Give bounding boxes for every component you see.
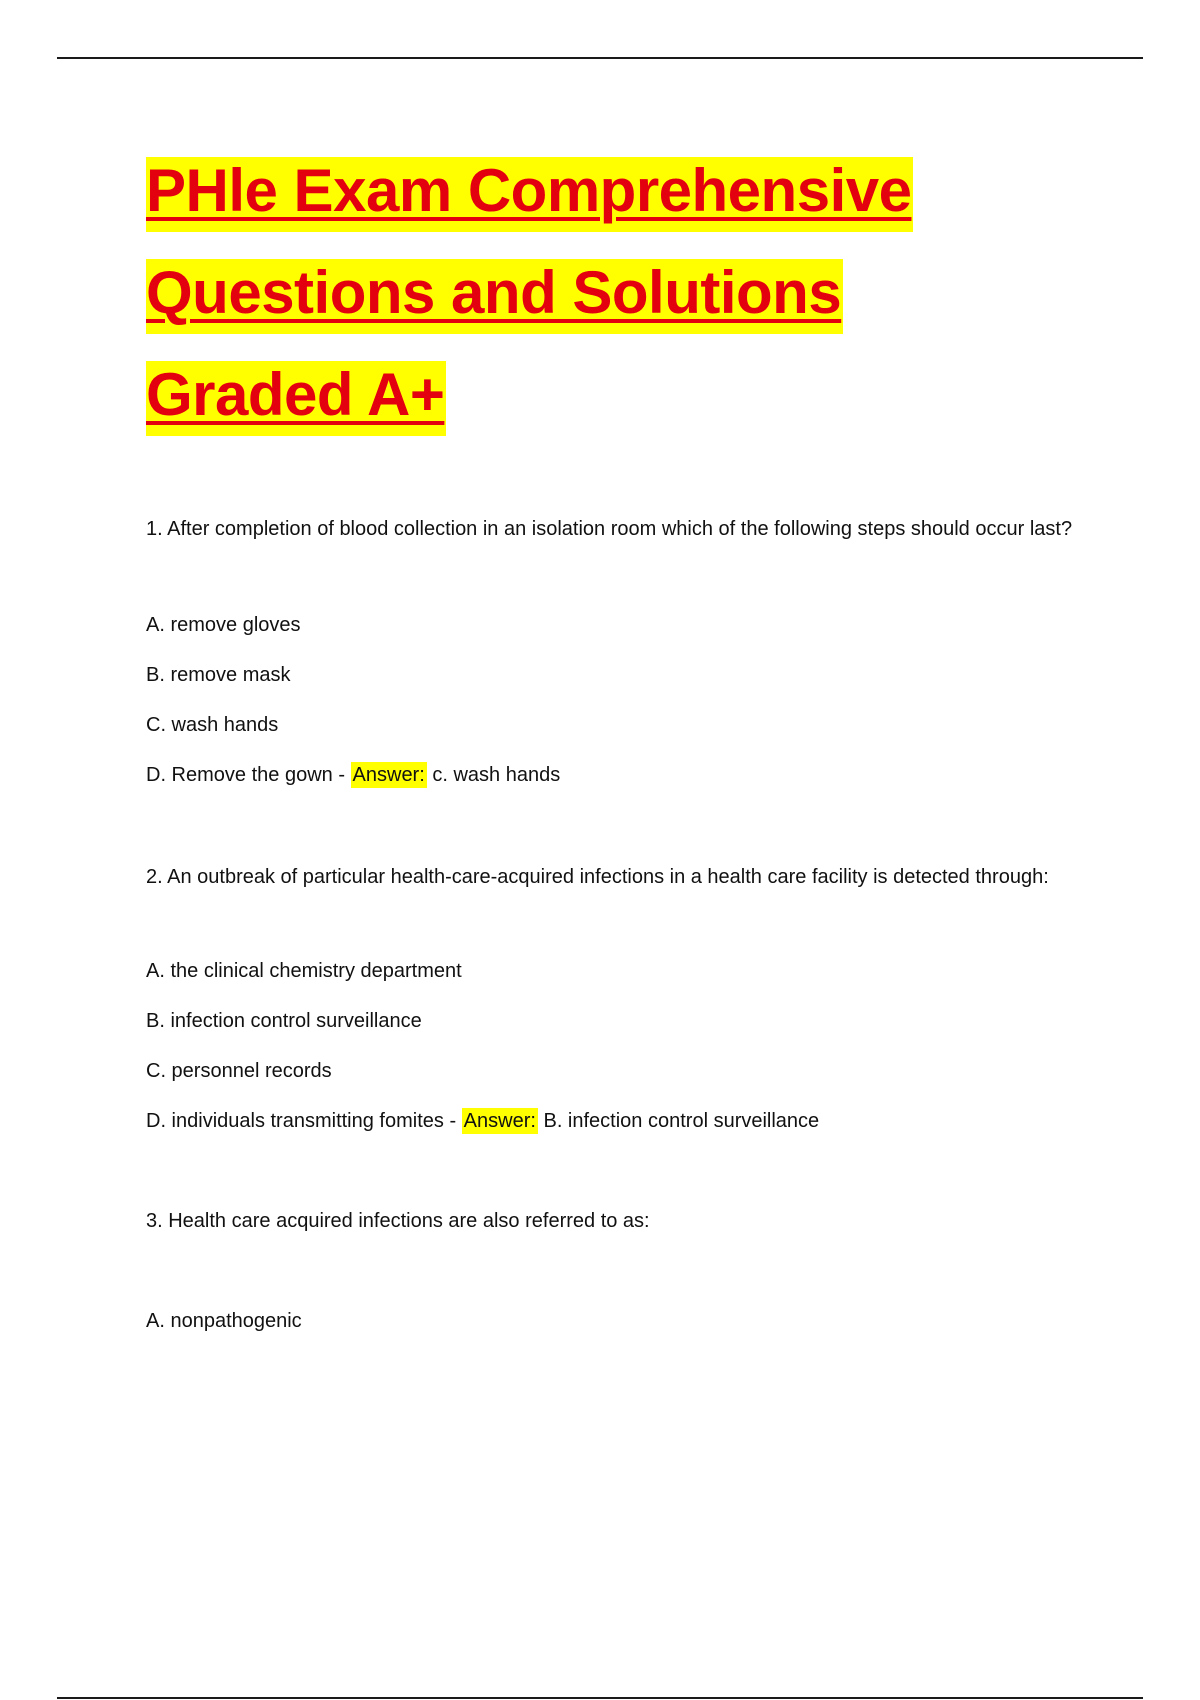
option-b: B. infection control surveillance [146, 1010, 422, 1032]
title-line: Graded A+ [146, 344, 1091, 446]
option-a: A. the clinical chemistry department [146, 960, 462, 982]
answer-label: Answer: [352, 764, 425, 786]
option-d-text: D. Remove the gown - [146, 764, 351, 786]
answer-value: B. infection control surveillance [537, 1110, 820, 1132]
document-body [146, 140, 1091, 1354]
answer-value: c. wash hands [426, 764, 561, 786]
bottom-rule [57, 1697, 1143, 1699]
option-a: A. remove gloves [146, 614, 301, 636]
question-text: 3. Health care acquired infections are also referred to as: [146, 1210, 650, 1232]
option-b: B. remove mask [146, 664, 291, 686]
answer-label: Answer: [463, 1110, 536, 1132]
option-d [146, 758, 1091, 808]
question-3 [146, 1204, 1091, 1354]
question-text: 1. After completion of blood collection in an isolation room which of the following steps should occur last? [146, 518, 1073, 540]
question-text: 2. An outbreak of particular health-care-acquired infections in a health care facility is detected through: [146, 866, 1049, 888]
option-c: C. wash hands [146, 714, 279, 736]
question-1 [146, 512, 1091, 808]
top-rule [57, 57, 1143, 59]
document-title [146, 140, 1091, 446]
options-list [146, 1304, 1091, 1354]
title-line: Questions and Solutions [146, 242, 1091, 344]
question-2 [146, 860, 1091, 1154]
title-line: PHle Exam Comprehensive [146, 140, 1091, 242]
option-d-text: D. individuals transmitting fomites - [146, 1110, 462, 1132]
option-c: C. personnel records [146, 1060, 332, 1082]
options-list [146, 608, 1091, 808]
options-list [146, 954, 1091, 1154]
option-d [146, 1104, 1091, 1154]
option-a: A. nonpathogenic [146, 1310, 302, 1332]
